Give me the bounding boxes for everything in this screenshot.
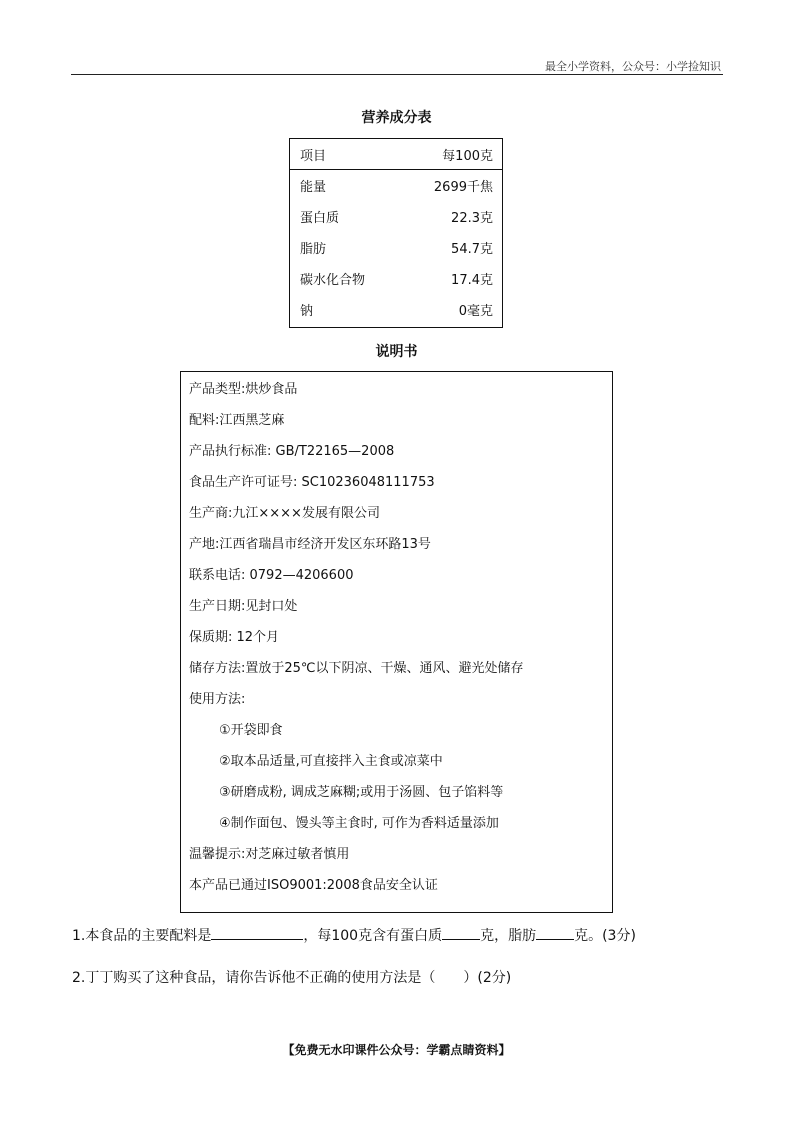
question-1 [72,925,636,945]
manual-line: 生产商:九江××××发展有限公司 [189,506,380,521]
manual-line: 配料:江西黑芝麻 [189,413,285,428]
header-note: 最全小学资料，公众号：小学捡知识 [545,60,721,73]
nutrition-table-header [290,139,502,170]
manual-box [180,371,613,913]
nutrition-row [290,232,502,263]
manual-line: 产品执行标准: GB/T22165—2008 [189,444,395,459]
answer-blank-fat[interactable] [536,925,574,940]
footer-note: 【免费无水印课件公众号：学霸点睛资料】 [282,1043,511,1057]
nutrition-header-label: 项目 [300,148,327,164]
nutrition-row-value: 22.3克 [451,211,493,226]
question-2: 2.丁丁购买了这种食品，请你告诉他不正确的使用方法是（ ）(2分) [72,970,512,986]
nutrition-row-label: 能量 [300,180,327,195]
nutrition-row-label: 脂肪 [300,242,327,257]
nutrition-row-label: 蛋白质 [300,211,340,226]
question-1-text: ，每100克含有蛋白质 [303,928,443,944]
manual-line: 使用方法: [189,692,246,707]
manual-usage-item: ②取本品适量,可直接拌入主食或凉菜中 [219,754,443,769]
answer-blank-protein[interactable] [442,925,480,940]
manual-line: 生产日期:见封口处 [189,599,298,614]
nutrition-row-value: 2699千焦 [433,180,493,195]
manual-line: 联系电话: 0792—4206600 [189,568,354,583]
manual-line: 本产品已通过ISO9001:2008食品安全认证 [189,878,438,893]
nutrition-header-value: 每100克 [442,148,493,164]
header-divider [71,74,723,75]
manual-line: 温馨提示:对芝麻过敏者慎用 [189,847,350,862]
question-1-text: 克，脂肪 [480,928,537,944]
question-1-text: 1.本食品的主要配料是 [72,928,212,944]
question-1-text: 克。(3分) [574,928,636,944]
nutrition-row [290,170,502,201]
manual-usage-item: ④制作面包、馒头等主食时, 可作为香料适量添加 [219,816,499,831]
manual-line: 产品类型:烘炒食品 [189,382,298,397]
nutrition-row [290,294,502,325]
nutrition-row [290,263,502,294]
manual-line: 保质期: 12个月 [189,630,280,645]
nutrition-row-value: 0毫克 [458,304,493,319]
nutrition-row [290,201,502,232]
nutrition-table-title: 营养成分表 [361,110,432,126]
nutrition-row-label: 钠 [300,304,314,319]
nutrition-row-value: 17.4克 [451,273,493,288]
manual-line: 食品生产许可证号: SC10236048111753 [189,475,435,490]
manual-usage-item: ③研磨成粉, 调成芝麻糊;或用于汤圆、包子馅料等 [219,785,504,800]
manual-title: 说明书 [375,344,418,360]
nutrition-row-label: 碳水化合物 [300,273,366,288]
nutrition-row-value: 54.7克 [451,242,493,257]
manual-line: 产地:江西省瑞昌市经济开发区东环路13号 [189,537,431,552]
nutrition-table [289,138,503,328]
manual-usage-item: ①开袋即食 [219,723,283,738]
answer-blank-ingredient[interactable] [211,925,303,940]
manual-line: 储存方法:置放于25℃以下阴凉、干燥、通风、避光处储存 [189,661,524,676]
